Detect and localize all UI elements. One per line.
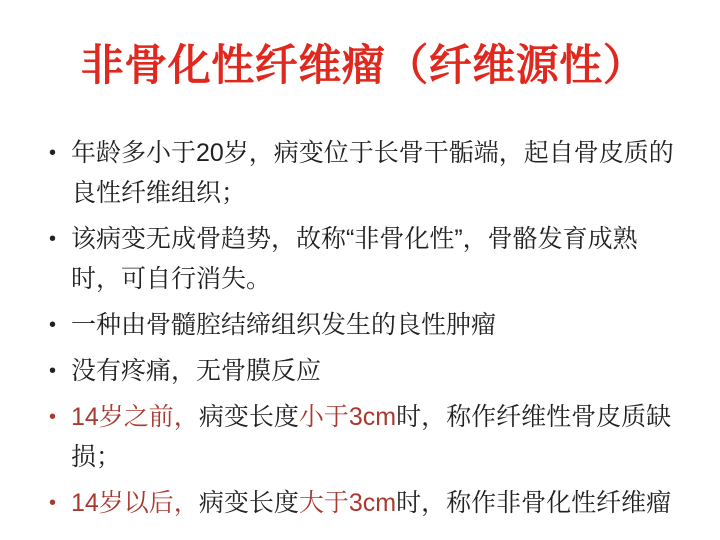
bullet-marker-icon: •	[49, 492, 57, 515]
text-segment: 没有疼痛，无骨膜反应	[71, 357, 322, 386]
bullet-item	[47, 133, 680, 213]
text-segment: 时，称作纤维性骨皮质缺损；	[71, 403, 672, 472]
text-segment: 该病变无成骨趋势，故称“非骨化性”，骨骼发育成熟时，可自行消失。	[71, 225, 638, 294]
bullet-text	[71, 489, 671, 517]
text-segment: 14岁之前，	[71, 403, 199, 432]
bullet-text	[71, 357, 321, 385]
text-segment: 时，称作非骨化性纤维瘤	[396, 489, 672, 518]
bullet-item	[47, 351, 680, 391]
slide-title: 非骨化性纤维瘤（纤维源性）	[80, 42, 647, 90]
bullet-text	[71, 311, 496, 339]
bullet-text	[71, 403, 671, 471]
text-segment: 病变长度	[198, 403, 299, 432]
text-segment: 病变长度	[198, 489, 299, 518]
bullet-text	[71, 225, 638, 293]
bullet-item	[47, 305, 680, 345]
bullet-marker-icon: •	[49, 142, 57, 165]
bullet-item	[47, 397, 680, 477]
bullet-marker-icon: •	[49, 406, 57, 429]
bullet-marker-icon: •	[49, 314, 57, 337]
text-segment: 大于3cm	[298, 489, 397, 518]
text-segment: 一种由骨髓腔结缔组织发生的良性肿瘤	[71, 311, 497, 340]
bullet-marker-icon: •	[49, 228, 57, 251]
bullet-marker-icon: •	[49, 360, 57, 383]
text-segment: 小于3cm	[298, 403, 397, 432]
text-segment: 14岁以后，	[71, 489, 199, 518]
bullet-item	[47, 483, 680, 523]
bullet-list	[47, 133, 680, 523]
bullet-text	[71, 139, 674, 207]
bullet-item	[47, 219, 680, 299]
text-segment: 年龄多小于20岁，病变位于长骨干骺端，起自骨皮质的良性纤维组织；	[71, 139, 674, 208]
